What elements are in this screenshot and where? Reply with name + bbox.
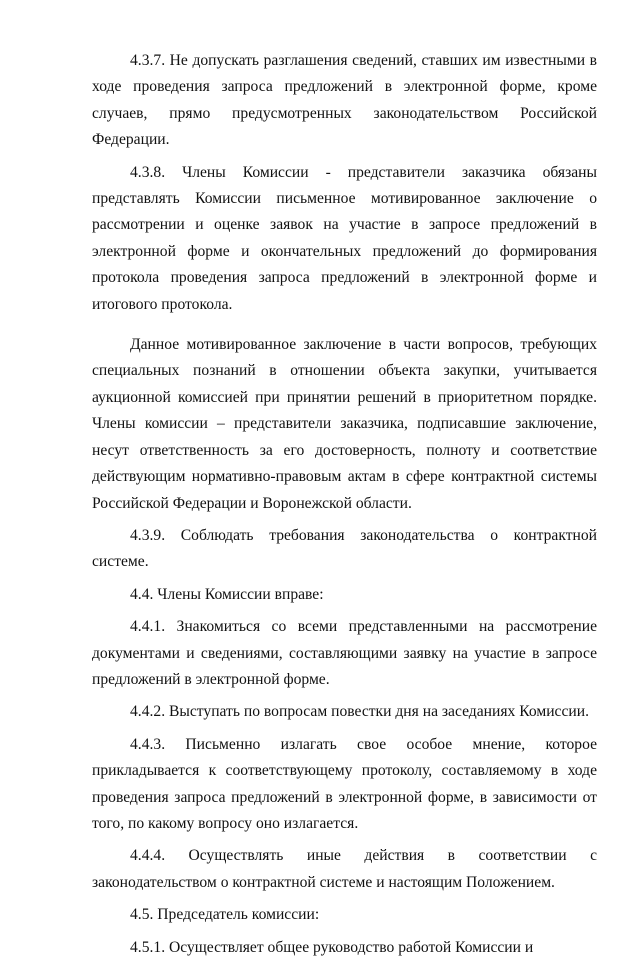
paragraph-4-4-1: 4.4.1. Знакомиться со всеми представленными на рассмотрение документами и сведениями, составляющими заявку на участие в запросе предложений в электронной форме. — [92, 618, 597, 688]
paragraph-4-4: 4.4. Члены Комиссии вправе: — [130, 585, 324, 603]
paragraph-4-5-1: 4.5.1. Осуществляет общее руководство работой Комиссии и — [130, 938, 534, 956]
paragraph-4-5: 4.5. Председатель комиссии: — [130, 906, 320, 924]
paragraph-reasoned-conclusion: Данное мотивированное заключение в части вопросов, требующих специальных познаний в отношении объекта закупки, учитывается аукционной комиссией при принятии решений в приоритетном порядке. Члены комиссии – представители заказчика, подписавшие заключение, несут ответственность за его достоверность, полноту и соответствие действующим нормативно-правовым актам в сфере контрактной системы Российской Федерации и Воронежской области. — [92, 336, 597, 512]
paragraph-4-4-2: 4.4.2. Выступать по вопросам повестки дня на заседаниях Комиссии. — [130, 703, 589, 721]
document-body — [92, 48, 597, 961]
paragraph-4-3-9: 4.3.9. Соблюдать требования законодательства о контрактной системе. — [92, 526, 597, 571]
paragraph-4-4-3: 4.4.3. Письменно излагать свое особое мнение, которое прикладывается к соответствующему протоколу, составляемому в ходе проведения запроса предложений в электронной форме, в зависимости от того, по какому вопросу оно излагается. — [92, 735, 597, 832]
paragraph-4-4-4: 4.4.4. Осуществлять иные действия в соответствии с законодательством о контрактной системе и настоящим Положением. — [92, 847, 597, 891]
paragraph-4-3-7: 4.3.7. Не допускать разглашения сведений, ставших им известными в ходе проведения запроса предложений в электронной форме, кроме случаев, прямо предусмотренных законодательством Российской Федерации. — [92, 52, 597, 149]
paragraph-4-3-8: 4.3.8. Члены Комиссии - представители заказчика обязаны представлять Комиссии письменное мотивированное заключение о рассмотрении и оценке заявок на участие в запросе предложений в электронной форме и окончательных предложений до формирования протокола проведения запроса предложений в электронной форме и итогового протокола. — [92, 163, 597, 313]
